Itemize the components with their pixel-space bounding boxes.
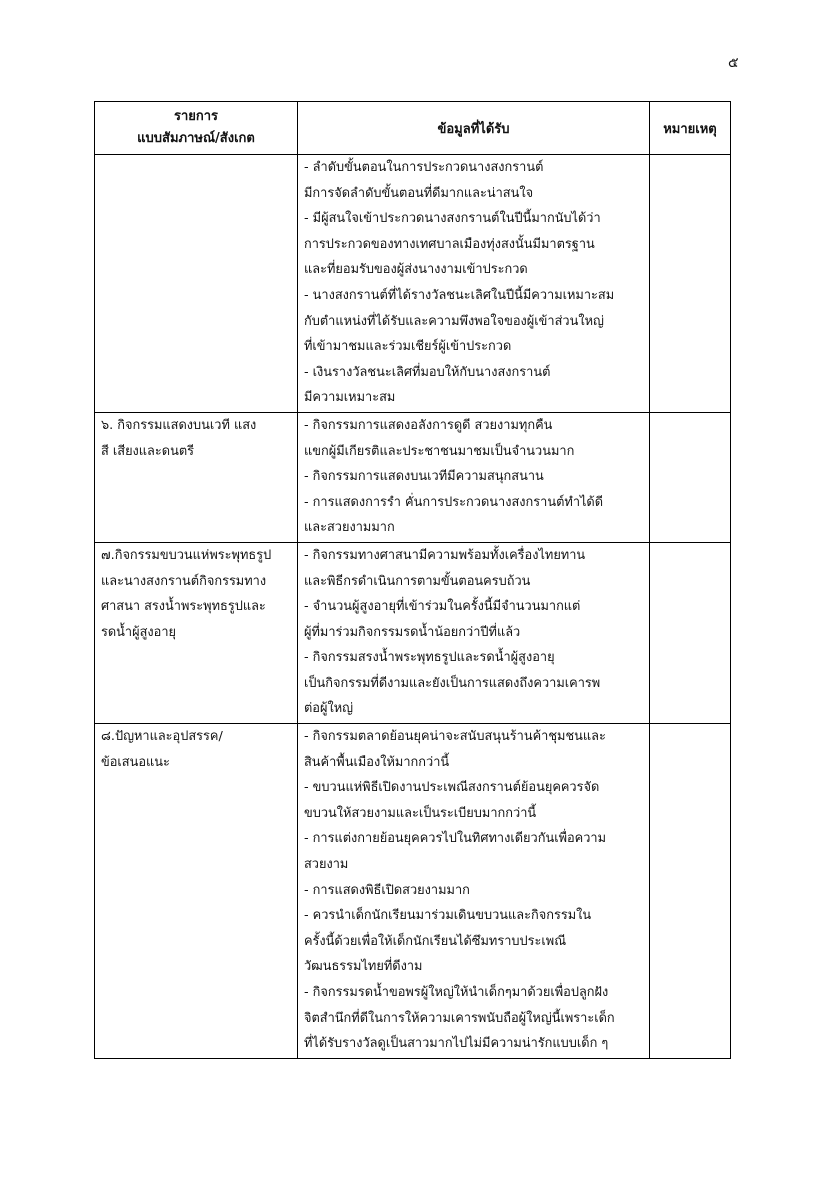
info-line: - ขบวนแห่พิธีเปิดงานประเพณีสงกรานต์ย้อนยุคควรจัด — [304, 780, 600, 796]
info-line: ต่อผู้ใหญ่ — [304, 701, 354, 717]
row-topic-cell — [95, 155, 298, 413]
info-line: - กิจกรรมการแสดงอลังการดูดี สวยงามทุกคืน — [304, 417, 553, 433]
table-row — [95, 724, 731, 1059]
info-line: - จำนวนผู้สูงอายุที่เข้าร่วมในครั้งนี้มีจำนวนมากแต่ — [304, 599, 581, 615]
topic-line: ๖. กิจกรรมแสดงบนเวที แสง — [101, 417, 257, 433]
info-line: แขกผู้มีเกียรติและประชาชนมาชมเป็นจำนวนมาก — [304, 443, 575, 459]
topic-line: รดน้ำผู้สูงอายุ — [101, 624, 177, 640]
header-topic-line: รายการ — [173, 109, 219, 124]
interview-table — [94, 101, 731, 1059]
row-note-cell — [650, 542, 731, 723]
page-number: ๕ — [728, 55, 739, 71]
row-note-cell — [650, 155, 731, 413]
header-info: ข้อมูลที่ได้รับ — [298, 102, 650, 155]
row-topic-cell — [95, 412, 298, 542]
info-line: เป็นกิจกรรมที่ดีงามและยังเป็นการแสดงถึงความเคารพ — [304, 675, 601, 691]
info-line: - การแสดงการรำ คั่นการประกวดนางสงกรานต์ทำได้ดี — [304, 494, 604, 510]
row-topic-cell — [95, 724, 298, 1059]
row-info-cell — [298, 542, 650, 723]
topic-line: ศาสนา สรงน้ำพระพุทธรูปและ — [101, 599, 266, 615]
header-note: หมายเหตุ — [650, 102, 731, 155]
topic-line: และนางสงกรานต์กิจกรรมทาง — [101, 573, 267, 589]
info-line: - ควรนำเด็กนักเรียนมาร่วมเดินขบวนและกิจกรรมใน — [304, 908, 592, 924]
info-line: - กิจกรรมรดน้ำขอพรผู้ใหญ่ให้นำเด็กๆมาด้วยเพื่อปลูกฝัง — [304, 985, 609, 1000]
row-note-cell — [650, 412, 731, 542]
row-info-cell — [298, 155, 650, 413]
info-line: - การแสดงพิธีเปิดสวยงามมาก — [304, 882, 470, 898]
topic-line: ๘.ปัญหาและอุปสรรค/ — [101, 729, 223, 745]
info-line: - กิจกรรมตลาดย้อนยุคน่าจะสนับสนุนร้านค้าชุมชนและ — [304, 729, 606, 745]
topic-line: ๗.กิจกรรมขบวนแห่พระพุทธรูป — [101, 547, 272, 563]
row-info-cell — [298, 724, 650, 1059]
topic-line: ข้อเสนอแนะ — [101, 754, 170, 770]
topic-line: สี เสียงและดนตรี — [101, 443, 195, 459]
row-note-cell — [650, 724, 731, 1059]
info-line: - เงินรางวัลชนะเลิศที่มอบให้กับนางสงกรานต์ — [304, 364, 551, 380]
info-line: และพิธีกรดำเนินการตามขั้นตอนครบถ้วน — [304, 573, 531, 589]
info-line: กับตำแหน่งที่ได้รับและความพึงพอใจของผู้เข้าส่วนใหญ่ — [304, 313, 604, 329]
table-row — [95, 155, 731, 413]
info-line: มีความเหมาะสม — [304, 390, 396, 406]
info-line: จิตสำนึกที่ดีในการให้ความเคารพนับถือผู้ใหญ่นี้เพราะเด็ก — [304, 1010, 615, 1026]
info-line: - ลำดับขั้นตอนในการประกวดนางสงกรานต์ — [304, 160, 544, 175]
info-line: และสวยงามมาก — [304, 520, 395, 536]
info-line: - นางสงกรานต์ที่ได้รางวัลชนะเลิศในปีนี้มีความเหมาะสม — [304, 287, 615, 303]
info-line: มีการจัดลำดับขั้นตอนที่ดีมากและน่าสนใจ — [304, 185, 534, 201]
header-topic — [95, 102, 298, 155]
info-line: - กิจกรรมการแสดงบนเวทีมีความสนุกสนาน — [304, 469, 544, 485]
info-line: ที่ได้รับรางวัลดูเป็นสาวมากไปไม่มีความน่ารักแบบเด็ก ๆ — [304, 1036, 609, 1052]
info-line: การประกวดของทางเทศบาลเมืองทุ่งสงนั้นมีมาตรฐาน — [304, 236, 595, 252]
info-line: - กิจกรรมทางศาสนามีความพร้อมทั้งเครื่องไทยทาน — [304, 547, 586, 563]
table-header-row — [95, 102, 731, 155]
info-line: ครั้งนี้ด้วยเพื่อให้เด็กนักเรียนได้ซึมทราบประเพณี — [304, 933, 567, 949]
row-topic-cell — [95, 542, 298, 723]
info-line: - กิจกรรมสรงน้ำพระพุทธรูปและรดน้ำผู้สูงอายุ — [304, 650, 555, 666]
info-line: - มีผู้สนใจเข้าประกวดนางสงกรานต์ในปีนี้มากนับได้ว่า — [304, 211, 601, 227]
info-line: วัฒนธรรมไทยที่ดีงาม — [304, 959, 423, 975]
table-row — [95, 542, 731, 723]
info-line: และที่ยอมรับของผู้ส่งนางงามเข้าประกวด — [304, 262, 528, 278]
row-info-cell — [298, 412, 650, 542]
info-line: สินค้าพื้นเมืองให้มากกว่านี้ — [304, 754, 450, 770]
info-line: - การแต่งกายย้อนยุคควรไปในทิศทางเดียวกันเพื่อความ — [304, 831, 607, 847]
info-line: ขบวนให้สวยงามและเป็นระเบียบมากกว่านี้ — [304, 805, 537, 821]
info-line: ที่เข้ามาชมและร่วมเชียร์ผู้เข้าประกวด — [304, 339, 512, 355]
info-line: สวยงาม — [304, 857, 349, 873]
table-row — [95, 412, 731, 542]
header-topic-line: แบบสัมภาษณ์/สังเกต — [137, 131, 255, 146]
info-line: ผู้ที่มาร่วมกิจกรรมรดน้ำน้อยกว่าปีที่แล้ว — [304, 624, 521, 640]
